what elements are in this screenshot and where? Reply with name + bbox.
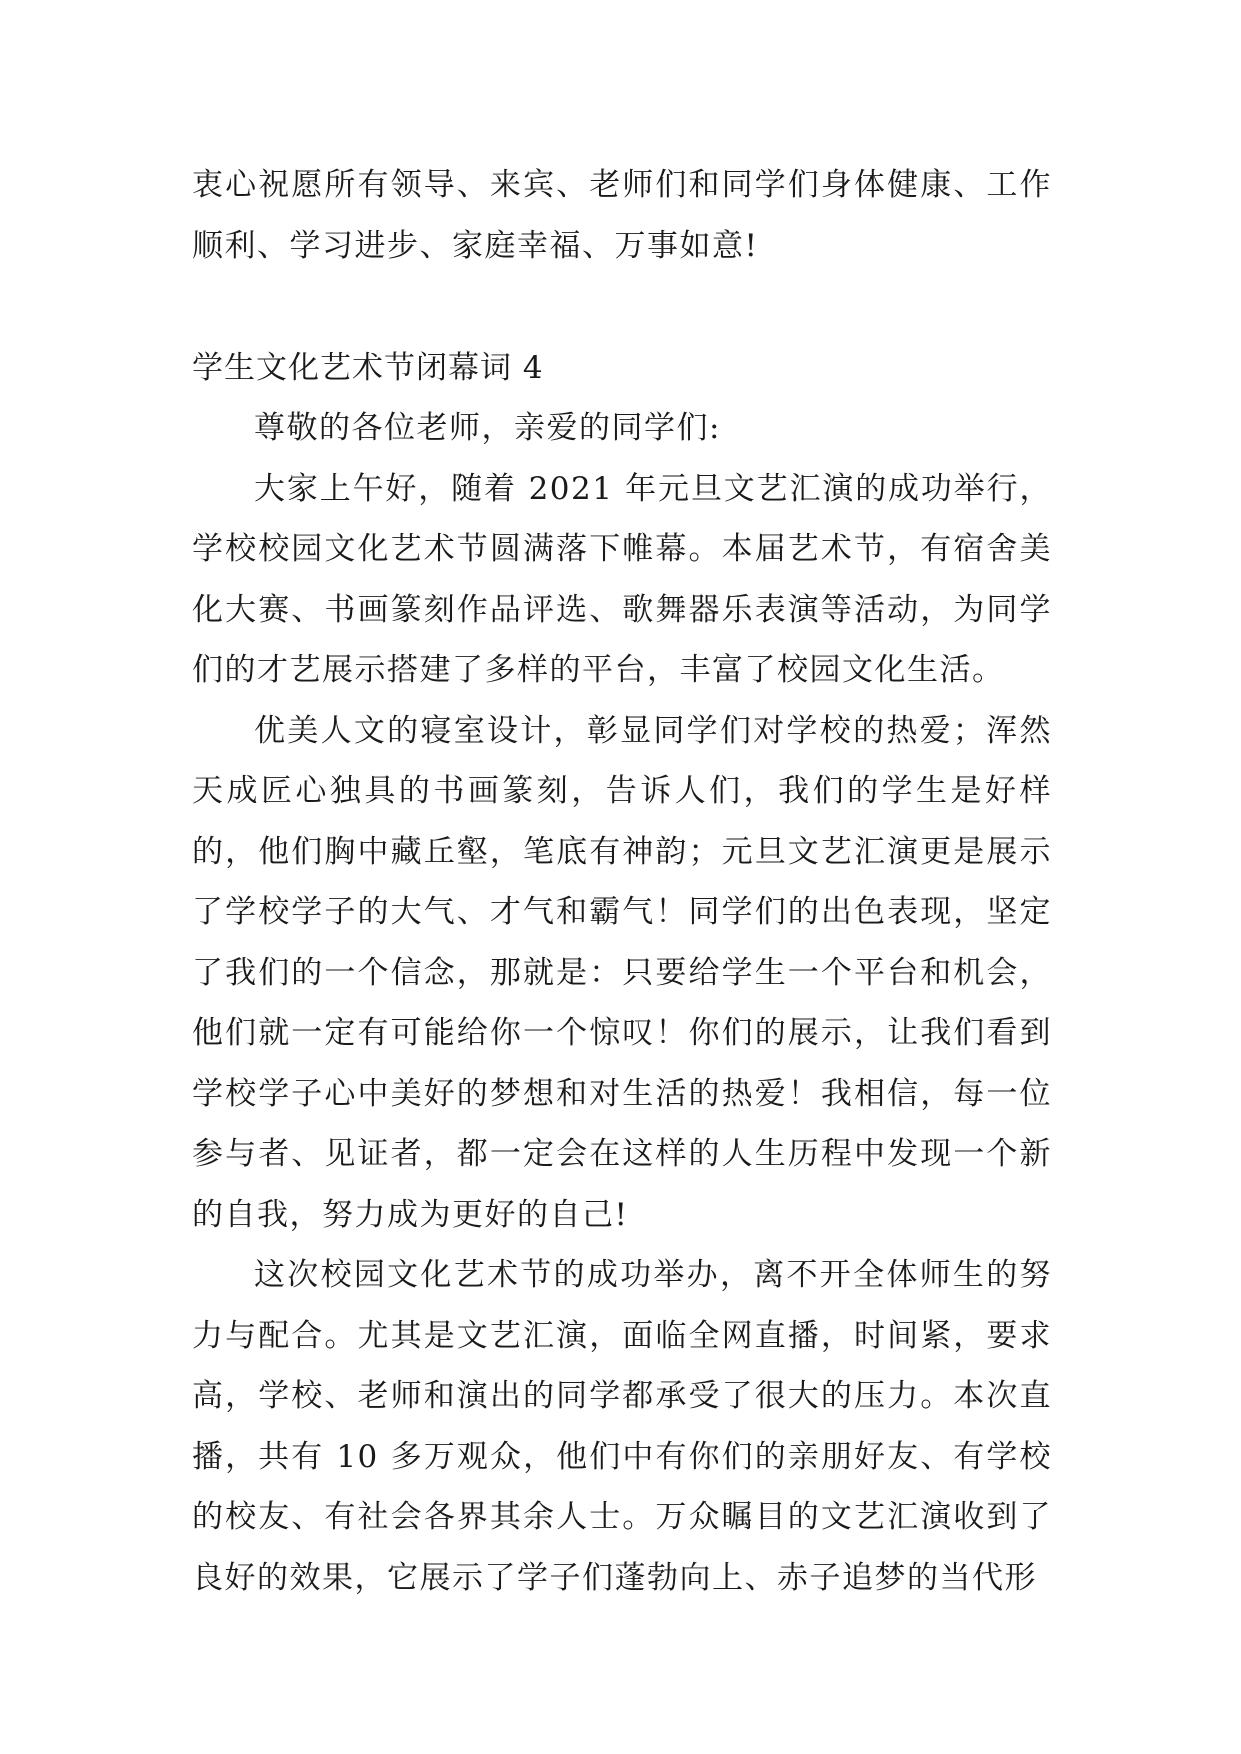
section-title: 学生文化艺术节闭幕词 4 (192, 350, 544, 386)
intro-paragraph-block (192, 155, 1052, 276)
intro-paragraph: 衷心祝愿所有领导、来宾、老师们和同学们身体健康、工作顺利、学习进步、家庭幸福、万事如意! (192, 167, 1052, 264)
body-paragraph-3: 这次校园文化艺术节的成功举办，离不开全体师生的努力与配合。尤其是文艺汇演，面临全网直播，时间紧，要求高，学校、老师和演出的同学都承受了很大的压力。本次直播，共有 10 多万观众，他们中有你们的亲朋好友、有学校的校友、有社会各界其余人士。万众瞩目的文艺汇演收到了良好的效果，它展示了学子们蓬勃向上、赤子追梦的当代形 (192, 1257, 1052, 1596)
speech-body (192, 398, 1052, 1608)
body-paragraph-1: 大家上午好，随着 2021 年元旦文艺汇演的成功举行，学校校园文化艺术节圆满落下帷幕。本届艺术节，有宿舍美化大赛、书画篆刻作品评选、歌舞器乐表演等活动，为同学们的才艺展示搭建了多样的平台，丰富了校园文化生活。 (192, 470, 1052, 688)
body-paragraph-2: 优美人文的寝室设计，彰显同学们对学校的热爱；浑然天成匠心独具的书画篆刻，告诉人们，我们的学生是好样的，他们胸中藏丘壑，笔底有神韵；元旦文艺汇演更是展示了学校学子的大气、才气和霸气！同学们的出色表现，坚定了我们的一个信念，那就是：只要给学生一个平台和机会，他们就一定有可能给你一个惊叹！你们的展示，让我们看到学校学子心中美好的梦想和对生活的热爱！我相信，每一位参与者、见证者，都一定会在这样的人生历程中发现一个新的自我，努力成为更好的自己! (192, 712, 1052, 1233)
salutation: 尊敬的各位老师，亲爱的同学们: (254, 410, 721, 446)
